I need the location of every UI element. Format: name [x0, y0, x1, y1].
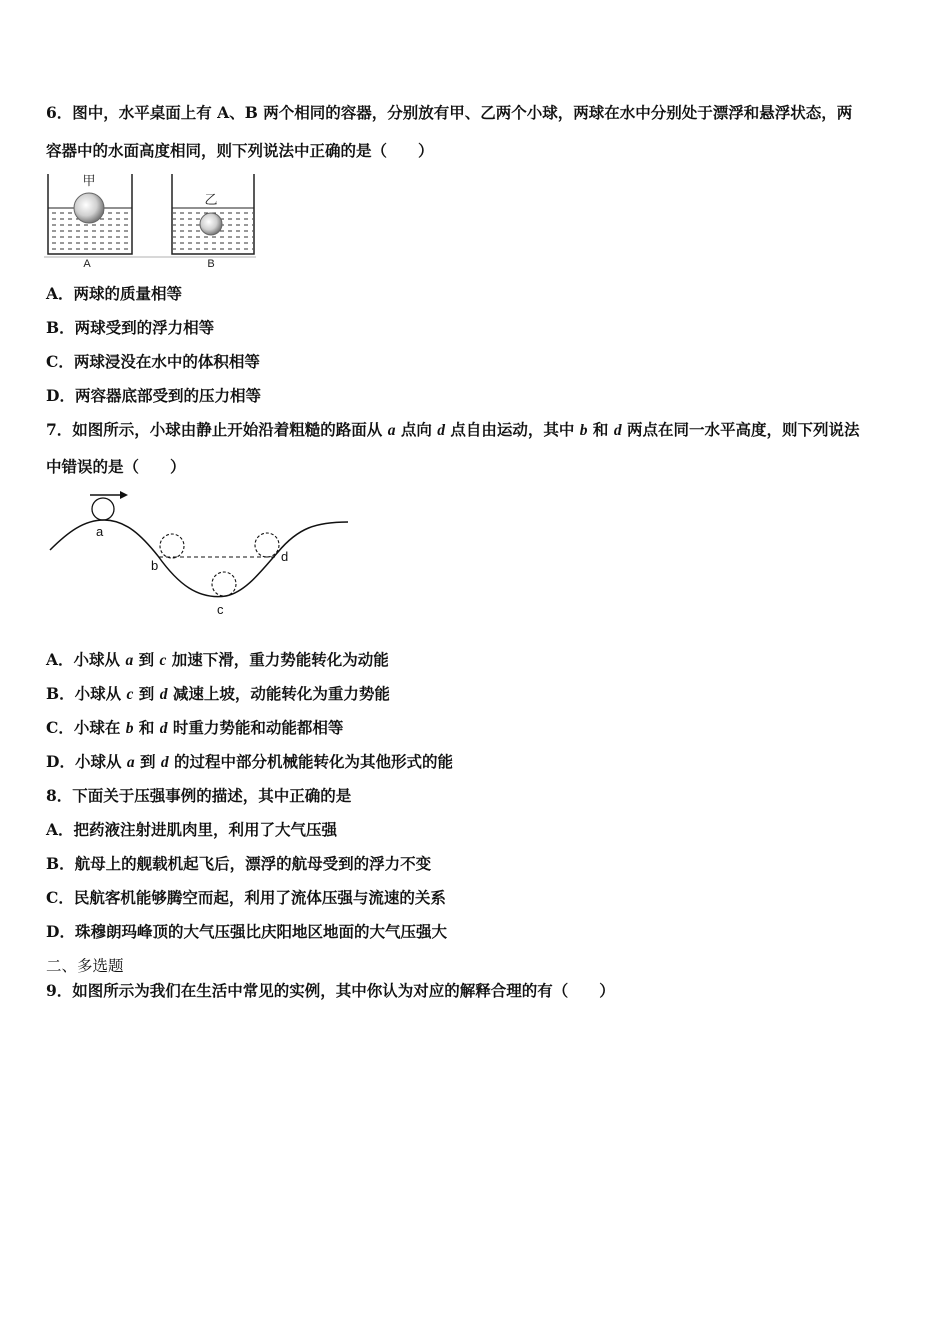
- road-curve: [50, 520, 348, 597]
- point-a-label: a: [96, 524, 104, 539]
- q7-option-b: B．小球从 c 到 d 减速上坡，动能转化为重力势能: [46, 684, 390, 703]
- container-a-label: A: [83, 258, 91, 270]
- q8-stem: 8．下面关于压强事例的描述，其中正确的是: [46, 786, 352, 805]
- point-b-label: b: [151, 558, 159, 573]
- ball-jia: [74, 193, 104, 223]
- q6-stem-line1: 6．图中，水平桌面上有 A、B 两个相同的容器，分别放有甲、乙两个小球，两球在水中分别处于漂浮和悬浮状态，两: [46, 103, 853, 122]
- q7-stem-line1: 7．如图所示，小球由静止开始沿着粗糙的路面从 a 点向 d 点自由运动，其中 b 和 d 两点在同一水平高度，则下列说法: [46, 420, 860, 439]
- ball-at-c: [212, 572, 236, 596]
- q8-option-a: A．把药液注射进肌肉里，利用了大气压强: [46, 820, 338, 839]
- q6-figure: [44, 168, 260, 270]
- q7-option-a: A．小球从 a 到 c 加速下滑，重力势能转化为动能: [46, 650, 389, 669]
- q8-option-b: B．航母上的舰载机起飞后，漂浮的航母受到的浮力不变: [46, 854, 432, 873]
- ball-at-a: [92, 498, 114, 520]
- q6-option-a: A．两球的质量相等: [46, 284, 183, 303]
- q7-figure: [46, 486, 352, 620]
- q6-stem-line2: 容器中的水面高度相同，则下列说法中正确的是（ ）: [46, 141, 434, 160]
- point-c-label: c: [217, 602, 224, 617]
- q6-option-d: D．两容器底部受到的压力相等: [46, 386, 261, 405]
- ball-yi-label: 乙: [204, 192, 218, 207]
- section-title: 二、多选题: [46, 957, 124, 975]
- q8-option-d: D．珠穆朗玛峰顶的大气压强比庆阳地区地面的大气压强大: [46, 922, 447, 941]
- q7-stem-line2: 中错误的是（ ）: [46, 457, 186, 476]
- motion-arrow: [90, 491, 128, 499]
- ball-at-d: [255, 533, 279, 557]
- point-d-label: d: [281, 549, 289, 564]
- q6-option-b: B．两球受到的浮力相等: [46, 318, 215, 337]
- q7-option-c: C．小球在 b 和 d 时重力势能和动能都相等: [46, 718, 344, 737]
- container-b-label: B: [207, 258, 215, 270]
- ball-at-b: [160, 534, 184, 558]
- container-b: [172, 174, 254, 270]
- ball-jia-label: 甲: [82, 173, 96, 188]
- q8-option-c: C．民航客机能够腾空而起，利用了流体压强与流速的关系: [46, 888, 446, 907]
- ball-yi: [200, 213, 222, 235]
- q7-option-d: D．小球从 a 到 d 的过程中部分机械能转化为其他形式的能: [46, 752, 454, 771]
- q6-option-c: C．两球浸没在水中的体积相等: [46, 352, 260, 371]
- q9-stem: 9．如图所示为我们在生活中常见的实例，其中你认为对应的解释合理的有（ ）: [46, 981, 615, 1000]
